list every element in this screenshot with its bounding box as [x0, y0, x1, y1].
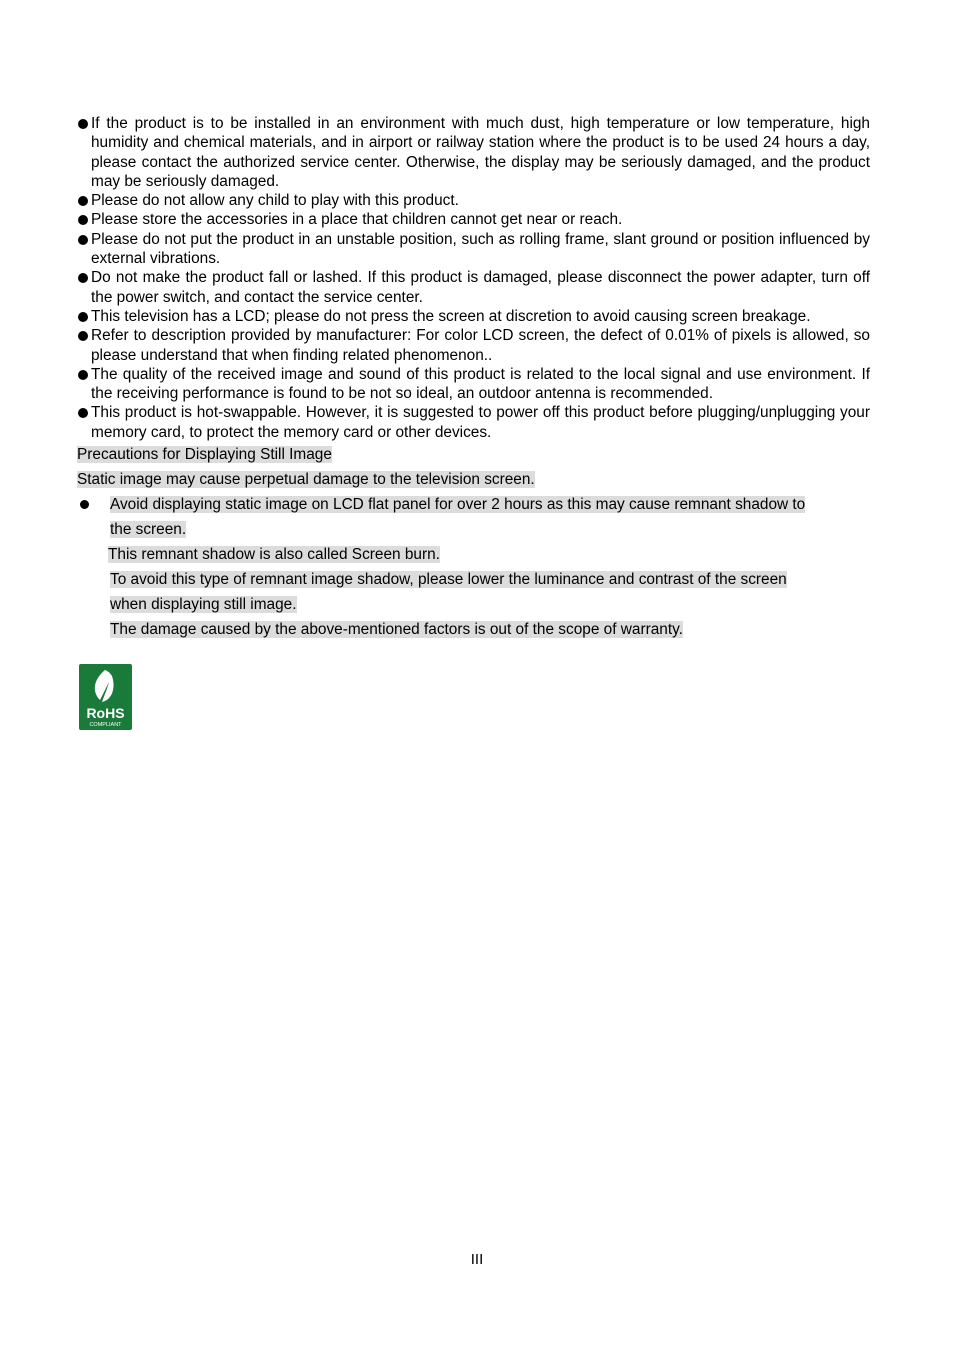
list-item: This product is hot-swappable. However, it is suggested to power off this product before plugging/unplugging your memory card, to protect the memory card or other devices. [77, 403, 870, 442]
bullet-icon [78, 273, 88, 283]
list-item: Refer to description provided by manufacturer: For color LCD screen, the defect of 0.01% of pixels is allowed, so please understand that when finding related phenomenon.. [77, 326, 870, 365]
bullet-icon [78, 312, 88, 322]
bullet-icon [78, 119, 88, 129]
bullet-icon [78, 408, 88, 418]
document-body [77, 114, 870, 642]
list-item: Please do not allow any child to play with this product. [77, 191, 870, 210]
list-item: This television has a LCD; please do not press the screen at discretion to avoid causing screen breakage. [77, 307, 870, 326]
bullet-icon [78, 215, 88, 225]
safety-list [77, 114, 870, 442]
list-item: The quality of the received image and sound of this product is related to the local signal and use environment. If the receiving performance is found to be not so ideal, an outdoor antenna is recommended. [77, 365, 870, 404]
list-item: Do not make the product fall or lashed. If this product is damaged, please disconnect the power adapter, turn off the power switch, and contact the service center. [77, 268, 870, 307]
warranty-line: The damage caused by the above-mentioned factors is out of the scope of warranty. [110, 621, 683, 639]
logo-subtext: COMPLIANT [89, 722, 122, 728]
precaution-item: Avoid displaying static image on LCD flat panel for over 2 hours as this may cause remnant shadow to the screen. [77, 492, 870, 542]
bullet-icon [80, 500, 89, 509]
list-item: If the product is to be installed in an environment with much dust, high temperature or low temperature, high humidity and chemical materials, and in airport or railway station where the product is to be used 24 hours a day, please contact the authorized service center. Otherwise, the display may be seriously damaged, and the product may be seriously damaged. [77, 114, 870, 191]
bullet-icon [78, 370, 88, 380]
leaf-icon [95, 670, 114, 702]
bullet-icon [78, 331, 88, 341]
section-intro: Static image may cause perpetual damage to the television screen. [77, 471, 535, 489]
rohs-logo [79, 664, 132, 730]
logo-text: RoHS [86, 705, 125, 721]
screen-burn-line: This remnant shadow is also called Screen burn. [108, 546, 440, 564]
bullet-icon [78, 235, 88, 245]
avoid-shadow-line: To avoid this type of remnant image shadow, please lower the luminance and contrast of the screen when displaying still image. [110, 571, 787, 614]
list-item: Please store the accessories in a place that children cannot get near or reach. [77, 210, 870, 229]
bullet-icon [78, 196, 88, 206]
page-number: III [470, 1251, 484, 1268]
section-title: Precautions for Displaying Still Image [77, 446, 332, 464]
list-item: Please do not put the product in an unstable position, such as rolling frame, slant ground or position influenced by external vibrations. [77, 230, 870, 269]
